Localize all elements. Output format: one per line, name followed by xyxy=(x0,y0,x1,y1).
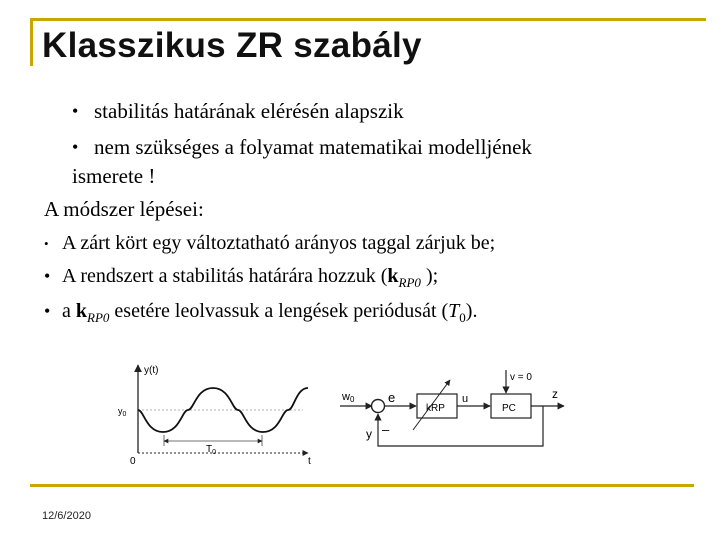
slide-title: Klasszikus ZR szabály xyxy=(42,26,422,65)
input-label: w0 xyxy=(342,391,355,404)
step-2-text: A rendszert a stabilitás határára hozzuk ($k_{RP0}$ ); xyxy=(62,265,439,290)
steps-heading: A módszer lépései: xyxy=(44,197,204,221)
bullet-dot: • xyxy=(72,101,79,121)
slide-date: 12/6/2020 xyxy=(42,510,91,522)
step-1-text: A zárt kört egy változtatható arányos taggal zárjuk be; xyxy=(62,232,496,254)
block-diagram xyxy=(338,362,568,462)
plant-label: PC xyxy=(502,403,516,414)
bullet-dot: • xyxy=(44,266,51,286)
bullet-dot: • xyxy=(44,301,51,321)
bullet-1-text: stabilitás határának elérésén alapszik xyxy=(94,99,404,123)
output-z-label: z xyxy=(552,387,558,401)
error-label: e xyxy=(388,390,396,405)
bullet-2-text: nem szükséges a folyamat matematikai modelljének xyxy=(94,135,532,159)
bullet-dot: • xyxy=(72,137,79,157)
frame-top-line xyxy=(30,18,706,21)
frame-left-line xyxy=(30,18,33,66)
bullet-dot: • xyxy=(44,236,49,251)
xlabel: t xyxy=(308,456,311,467)
control-label: u xyxy=(462,393,469,405)
step-3-text: a $k_{RP0}$ esetére leolvassuk a lengések periódusát $(T_0)$. xyxy=(62,300,478,325)
zero-label: 0 xyxy=(130,456,136,467)
oscillation-graph xyxy=(108,360,323,470)
ylabel: y(t) xyxy=(144,365,159,376)
feedback-y-label: y xyxy=(366,427,372,441)
frame-bottom-line xyxy=(30,484,694,487)
controller-label: kRP xyxy=(426,403,445,414)
summing-junction xyxy=(372,400,385,413)
disturbance-label: v = 0 xyxy=(510,372,532,383)
bullet-2-continuation: ismerete ! xyxy=(72,164,156,188)
minus-sign: – xyxy=(382,422,390,437)
y0-label: $y_0$ xyxy=(118,406,127,418)
period-label: $T_0$ xyxy=(206,444,217,456)
